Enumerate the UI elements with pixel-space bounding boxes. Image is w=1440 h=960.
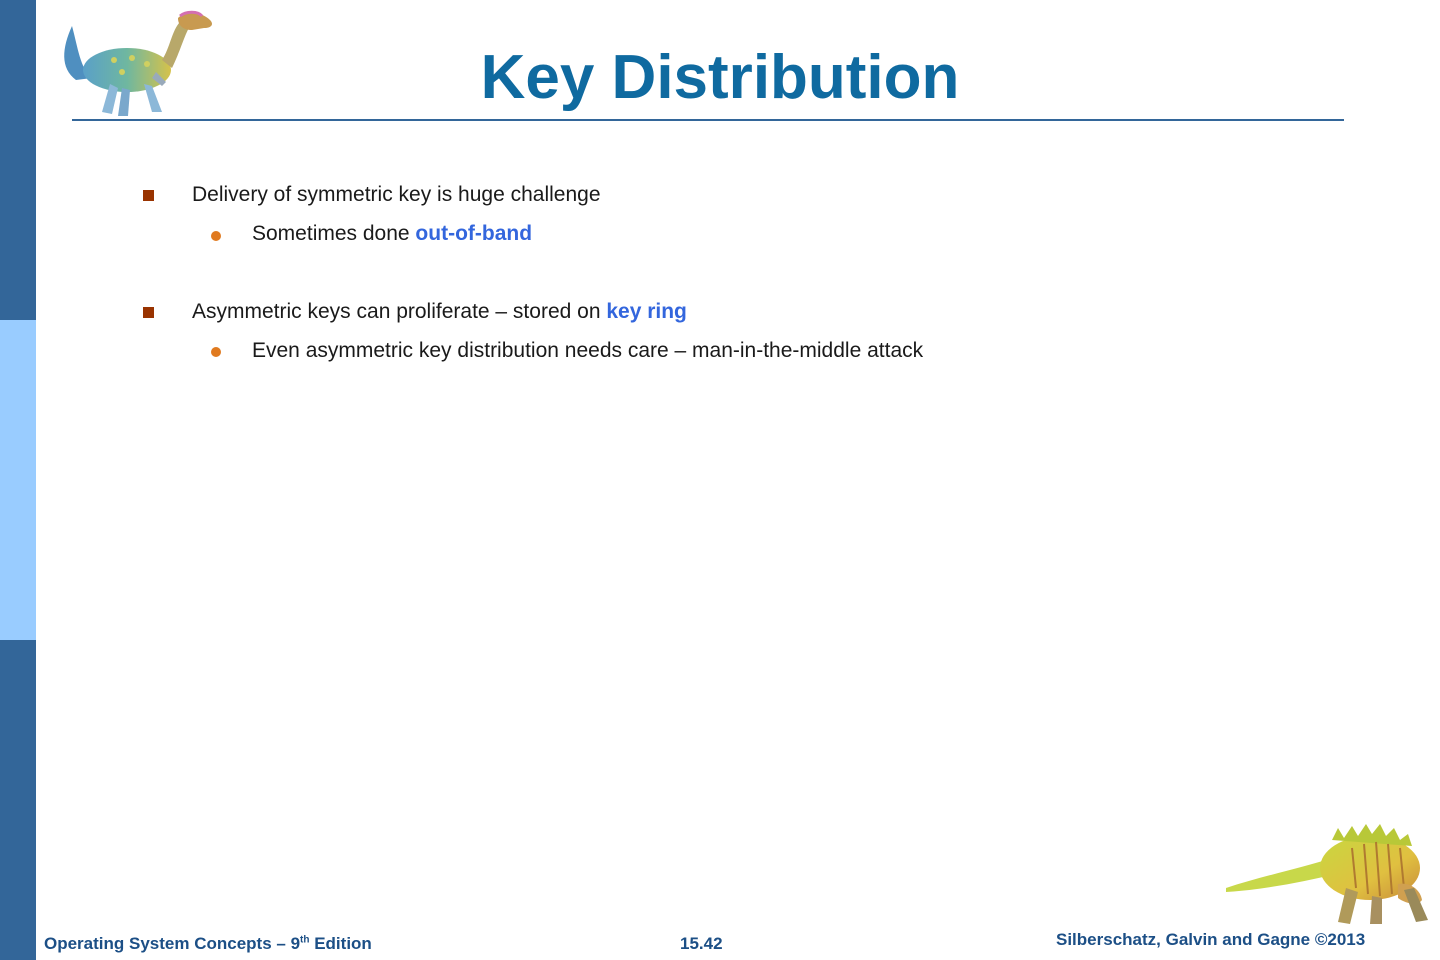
square-bullet-icon [143, 307, 154, 318]
round-bullet-icon [211, 231, 221, 241]
bullet-text: Asymmetric keys can proliferate – stored on [192, 300, 607, 323]
sidebar-band-bottom [0, 640, 36, 960]
footer-book-superscript: th [300, 934, 310, 946]
title-divider [72, 119, 1344, 121]
square-bullet-icon [143, 190, 154, 201]
bullet-item [192, 299, 687, 325]
sub-bullet-item [252, 221, 532, 247]
page-number: 15.42 [680, 934, 723, 953]
footer-book-prefix: Operating System Concepts – 9 [44, 934, 301, 953]
dinosaur-bottom-icon [1222, 818, 1432, 930]
bullet-item: Delivery of symmetric key is huge challenge [192, 183, 601, 206]
highlight-term: out-of-band [415, 222, 533, 245]
sub-bullet-text: Sometimes done [252, 222, 416, 245]
sidebar-band-middle [0, 320, 36, 640]
slide-title: Key Distribution [480, 43, 960, 112]
footer-book-suffix: Edition [309, 934, 372, 953]
footer-book-title [44, 934, 372, 954]
highlight-term: key ring [606, 300, 687, 323]
footer-copyright: Silberschatz, Galvin and Gagne ©2013 [1056, 930, 1366, 949]
sub-bullet-item: Even asymmetric key distribution needs care – man-in-the-middle attack [252, 339, 924, 362]
round-bullet-icon [211, 347, 221, 357]
